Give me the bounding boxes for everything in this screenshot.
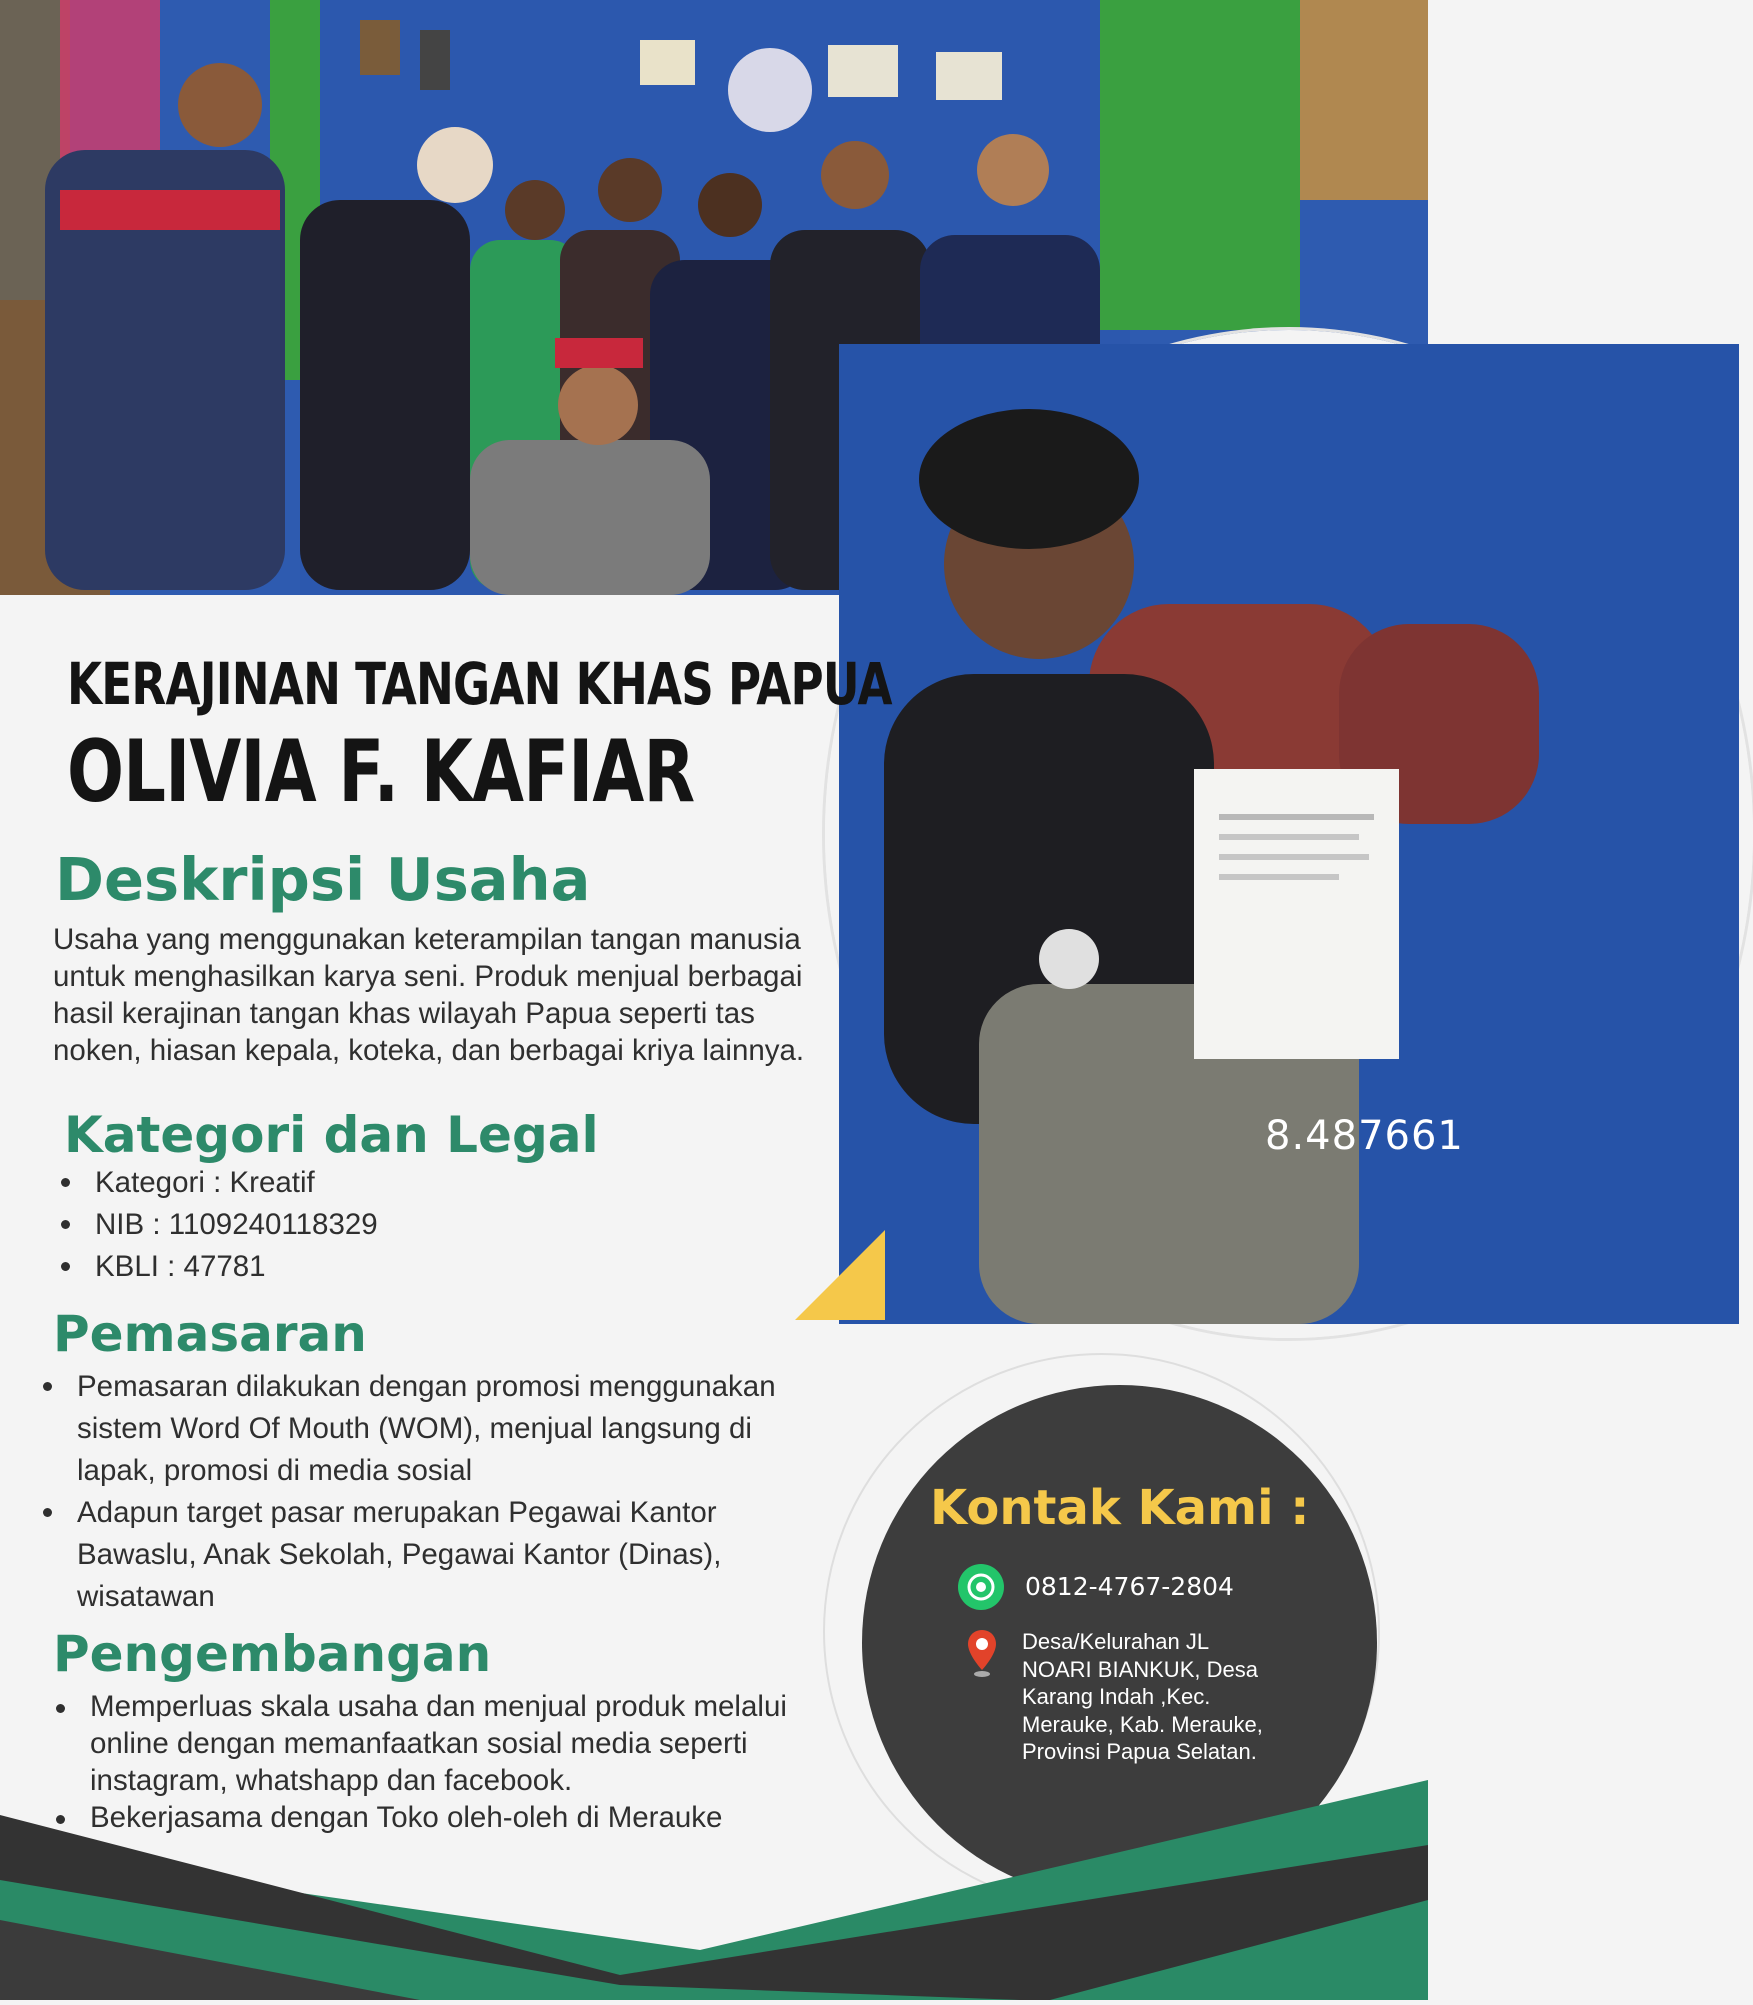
- whatsapp-icon: [958, 1564, 1004, 1610]
- kategori-item: Kategori : Kreatif: [53, 1162, 753, 1204]
- nib-item: NIB : 1109240118329: [53, 1204, 753, 1246]
- pemasaran-title: Pemasaran: [53, 1305, 367, 1363]
- owner-certificate-photo: [825, 330, 1753, 1338]
- pemasaran-item: Pemasaran dilakukan dengan promosi menggunakan sistem Word Of Mouth (WOM), menjual langsung di lapak, promosi di media sosial: [35, 1366, 805, 1492]
- pengembangan-item: Bekerjasama dengan Toko oleh-oleh di Merauke: [48, 1799, 818, 1836]
- deskripsi-title: Deskripsi Usaha: [55, 845, 591, 914]
- contact-address: Desa/Kelurahan JL NOARI BIANKUK, Desa Karang Indah ,Kec. Merauke, Kab. Merauke, Provinsi Papua Selatan.: [1022, 1629, 1263, 1764]
- decorative-triangle: [795, 1230, 885, 1320]
- pemasaran-item: Adapun target pasar merupakan Pegawai Kantor Bawaslu, Anak Sekolah, Pegawai Kantor (Dinas), wisatawan: [35, 1492, 805, 1618]
- pengembangan-title: Pengembangan: [53, 1625, 492, 1683]
- bottom-wave-decoration: [0, 1760, 1428, 2000]
- location-pin-icon: [966, 1628, 998, 1678]
- kategori-list: [53, 1162, 753, 1288]
- deskripsi-text: Usaha yang menggunakan keterampilan tangan manusia untuk menghasilkan karya seni. Produk menjual berbagai hasil kerajinan tangan khas wilayah Papua seperti tas noken, hiasan kepala, koteka, dan berbagai kriya lainnya.: [53, 923, 805, 1067]
- photo-overlay-number: 8.487661: [1265, 1113, 1464, 1159]
- owner-name: OLIVIA F. KAFIAR: [67, 722, 695, 822]
- contact-title: Kontak Kami :: [930, 1480, 1310, 1536]
- business-subtitle: KERAJINAN TANGAN KHAS PAPUA: [67, 650, 892, 718]
- contact-phone[interactable]: 0812-4767-2804: [1025, 1572, 1234, 1601]
- pengembangan-item: Memperluas skala usaha dan menjual produk melalui online dengan memanfaatkan sosial media seperti instagram, whatshapp dan facebook.: [48, 1688, 818, 1799]
- pemasaran-list: [35, 1366, 805, 1618]
- kbli-item: KBLI : 47781: [53, 1246, 753, 1288]
- kategori-title: Kategori dan Legal: [64, 1106, 599, 1164]
